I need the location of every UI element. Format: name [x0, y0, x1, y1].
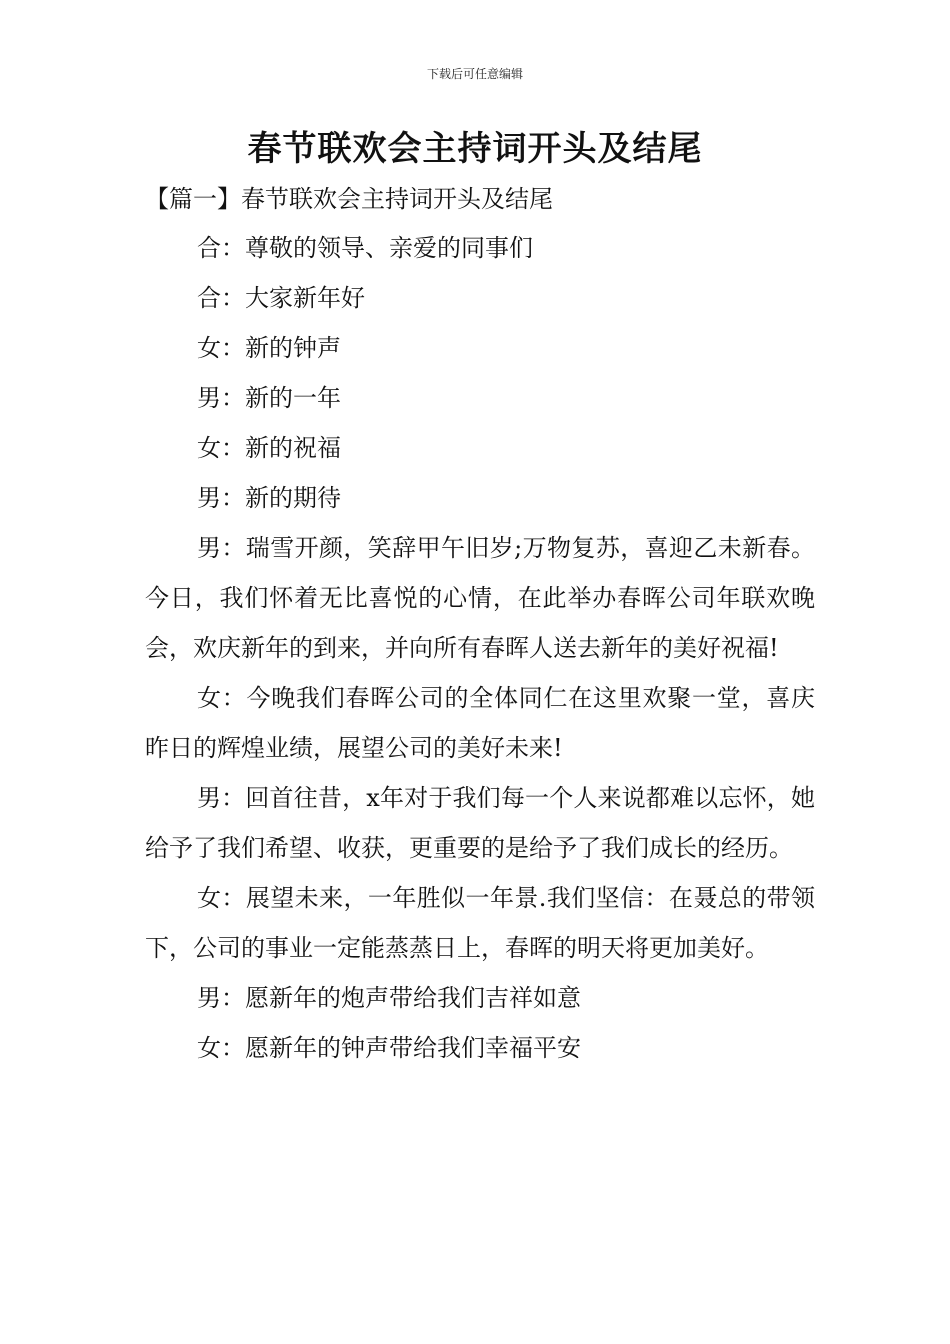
header-note: 下载后可任意编辑: [426, 67, 523, 81]
paragraph: 女：新的钟声: [197, 334, 341, 362]
paragraph: 合：尊敬的领导、亲爱的同事们: [197, 234, 533, 262]
paragraph: 女：今晚我们春晖公司的全体同仁在这里欢聚一堂，喜庆昨日的辉煌业绩，展望公司的美好未来!: [145, 684, 815, 762]
paragraph: 男：新的期待: [197, 484, 341, 512]
paragraph: 女：展望未来，一年胜似一年景.我们坚信：在聂总的带领下，公司的事业一定能蒸蒸日上，春晖的明天将更加美好。: [145, 884, 815, 962]
section-heading: 【篇一】春节联欢会主持词开头及结尾: [145, 185, 553, 213]
paragraph: 女：愿新年的钟声带给我们幸福平安: [197, 1034, 581, 1062]
paragraph: 男：回首往昔，x年对于我们每一个人来说都难以忘怀，她给予了我们希望、收获，更重要的是给予了我们成长的经历。: [145, 784, 815, 862]
paragraph: 女：新的祝福: [197, 434, 341, 462]
document-title: 春节联欢会主持词开头及结尾: [247, 129, 703, 169]
paragraph: 男：愿新年的炮声带给我们吉祥如意: [197, 984, 581, 1012]
document-body: [145, 223, 815, 1073]
paragraph: 男：瑞雪开颜，笑辞甲午旧岁;万物复苏，喜迎乙未新春。今日，我们怀着无比喜悦的心情，在此举办春晖公司年联欢晚会，欢庆新年的到来，并向所有春晖人送去新年的美好祝福!: [145, 534, 815, 662]
paragraph: 合：大家新年好: [197, 284, 365, 312]
paragraph: 男：新的一年: [197, 384, 341, 412]
